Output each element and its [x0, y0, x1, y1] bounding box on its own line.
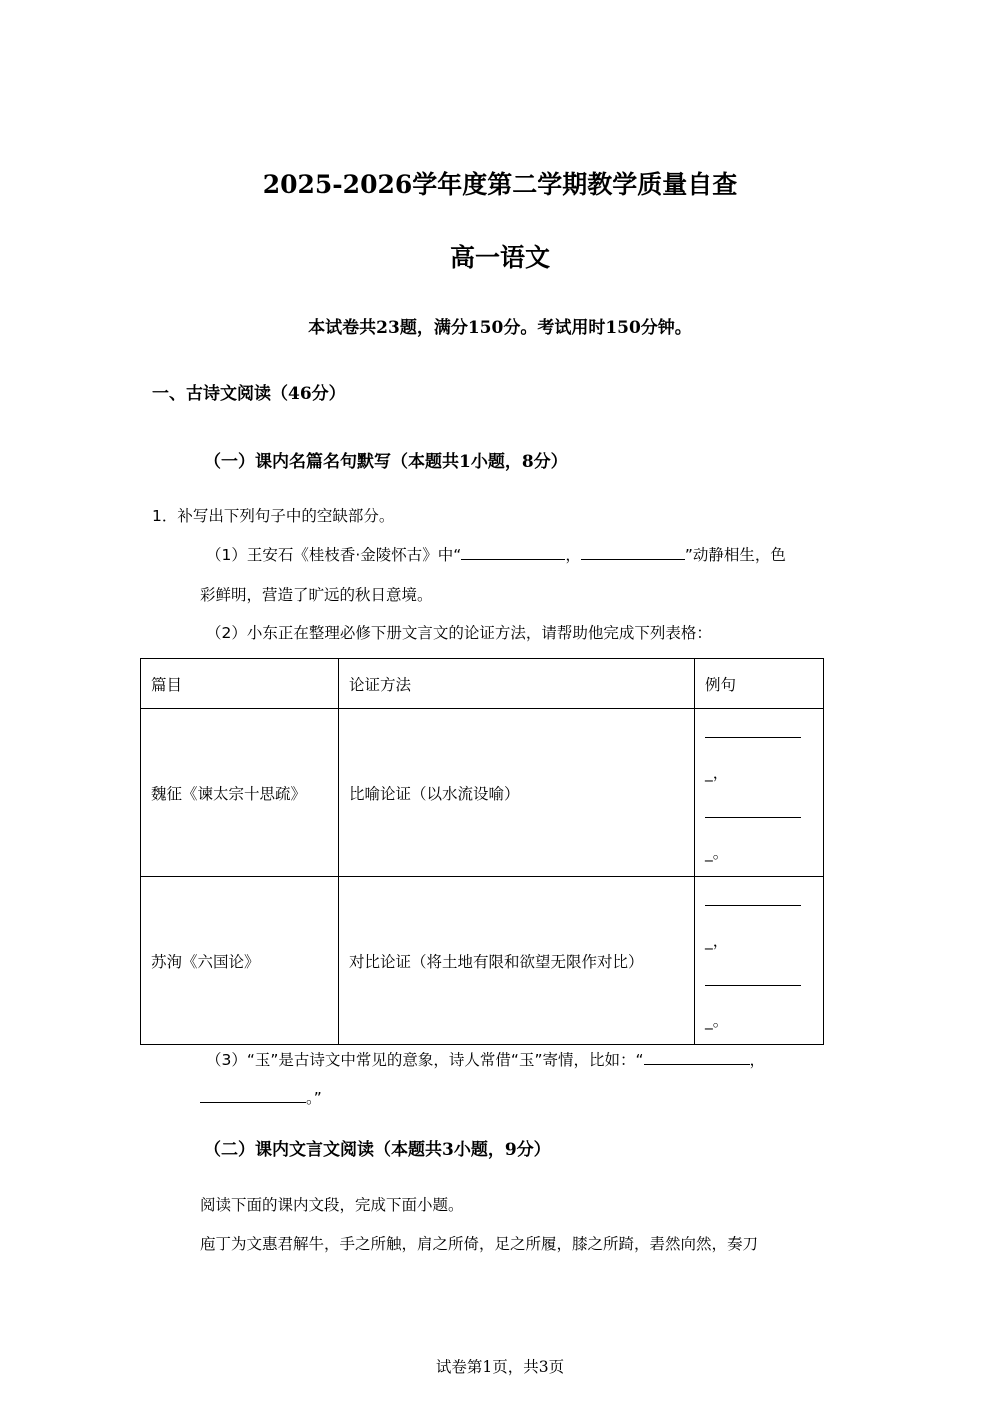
question-1-1	[206, 543, 786, 567]
answer-blank[interactable]	[705, 971, 801, 986]
q1-3-prefix: （3）“玉”是古诗文中常见的意象，诗人常借“玉”寄情，比如：“	[206, 1051, 644, 1069]
reading-intro: 阅读下面的课内文段，完成下面小题。	[200, 1196, 464, 1214]
table-cell-method: 对比论证（将土地有限和欲望无限作对比）	[339, 877, 695, 1045]
subject-title: 高一语文	[449, 243, 550, 272]
part1-heading: （一）课内名篇名句默写（本题共1小题，8分）	[204, 452, 568, 472]
answer-blank[interactable]	[581, 543, 685, 560]
q1-1-separator: ，	[565, 546, 581, 564]
blank-end-comma: _，	[705, 931, 729, 950]
question-1-2: （2）小东正在整理必修下册文言文的论证方法，请帮助他完成下列表格：	[206, 624, 712, 642]
table-cell-title: 苏洵《六国论》	[141, 877, 339, 1045]
blank-end-period: _。	[705, 843, 729, 862]
reading-passage: 庖丁为文惠君解牛，手之所触，肩之所倚，足之所履，膝之所踦，砉然向然，奏刀	[200, 1235, 759, 1253]
question-1-1-continued: 彩鲜明，营造了旷远的秋日意境。	[200, 586, 433, 604]
table-row	[141, 709, 824, 877]
q1-3-end: 。”	[306, 1089, 322, 1107]
q1-1-suffix: ”动静相生，色	[684, 546, 786, 564]
table-header-row	[141, 659, 824, 709]
part2-heading: （二）课内文言文阅读（本题共3小题，9分）	[204, 1140, 551, 1160]
table-header: 论证方法	[339, 659, 695, 709]
q1-1-prefix: （1）王安石《桂枝香·金陵怀古》中“	[206, 546, 462, 564]
table-header: 篇目	[141, 659, 339, 709]
question-1-3	[206, 1048, 765, 1072]
answer-blank[interactable]	[705, 891, 801, 906]
blank-end-comma: _，	[705, 763, 729, 782]
section-heading: 一、古诗文阅读（46分）	[152, 384, 346, 404]
table-header: 例句	[695, 659, 824, 709]
exam-title: 2025-2026学年度第二学期教学质量自查	[262, 170, 738, 199]
page-footer: 试卷第1页，共3页	[435, 1358, 565, 1376]
exam-info: 本试卷共23题，满分150分。考试用时150分钟。	[308, 318, 692, 338]
table-cell-method: 比喻论证（以水流设喻）	[339, 709, 695, 877]
question-1-3-continued	[200, 1086, 322, 1110]
answer-blank[interactable]	[200, 1086, 306, 1103]
answer-blank[interactable]	[461, 543, 565, 560]
q1-3-separator: ，	[749, 1051, 766, 1069]
answer-blank[interactable]	[705, 723, 801, 738]
answer-blank[interactable]	[705, 803, 801, 818]
argument-methods-table	[140, 658, 824, 1045]
question-1-stem: 1．补写出下列句子中的空缺部分。	[152, 507, 395, 525]
answer-blank[interactable]	[644, 1048, 750, 1065]
table-cell-example	[695, 877, 824, 1045]
blank-end-period: _。	[705, 1011, 729, 1030]
table-cell-example	[695, 709, 824, 877]
table-cell-title: 魏征《谏太宗十思疏》	[141, 709, 339, 877]
table-row	[141, 877, 824, 1045]
